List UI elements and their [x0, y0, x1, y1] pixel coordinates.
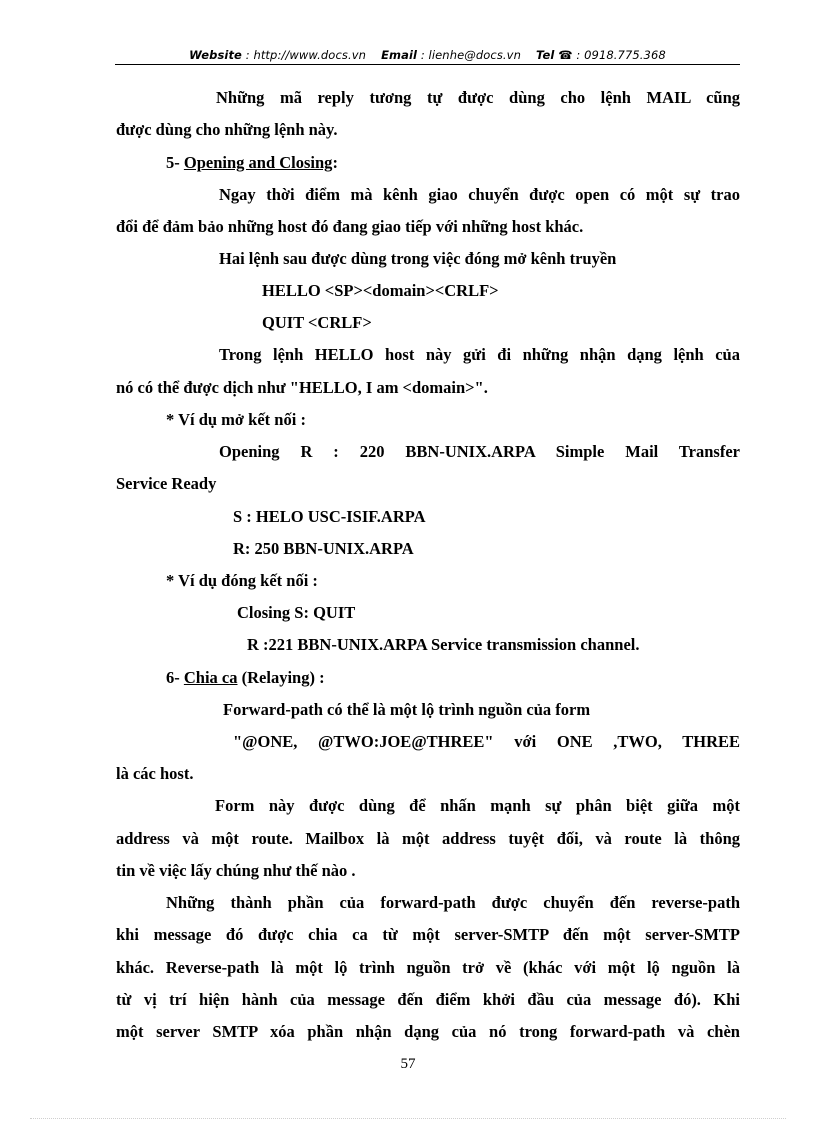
text-line: tin về việc lấy chúng như thế nào .: [116, 861, 356, 880]
code-line: R :221 BBN-UNIX.ARPA Service transmission channel.: [247, 635, 640, 654]
tel-label: Tel: [536, 48, 555, 62]
text-line: Service Ready: [116, 474, 217, 493]
text-line: từ vị trí hiện hành của message đến điểm khởi đầu của message đó). Khi: [116, 990, 740, 1009]
section-colon: :: [332, 153, 338, 172]
section-title: Chia ca: [183, 668, 238, 687]
text-line: một server SMTP xóa phần nhận dạng của nó trong forward-path và chèn: [116, 1022, 740, 1041]
section-heading-5: [166, 153, 338, 173]
section-subtitle: (Relaying) :: [241, 668, 325, 687]
code-line: R: 250 BBN-UNIX.ARPA: [233, 539, 414, 558]
code-line: S : HELO USC-ISIF.ARPA: [233, 507, 426, 526]
code-line: HELLO <SP><domain><CRLF>: [262, 281, 499, 300]
text-line: đổi để đảm bảo những host đó đang giao tiếp với những host khác.: [116, 217, 584, 236]
text-line: "@ONE, @TWO:JOE@THREE" với ONE ,TWO, THREE: [233, 732, 740, 751]
text-line: Trong lệnh HELLO host này gửi đi những nhận dạng lệnh của: [219, 345, 740, 364]
text-line: Những mã reply tương tự được dùng cho lệnh MAIL cũng: [216, 88, 740, 107]
text-line: address và một route. Mailbox là một address tuyệt đối, và route là thông: [116, 829, 740, 848]
page-number: 57: [400, 1056, 416, 1072]
section-heading-6: [166, 668, 325, 688]
text-line: được dùng cho những lệnh này.: [116, 120, 338, 139]
header-divider: [115, 64, 740, 65]
text-line: Opening R : 220 BBN-UNIX.ARPA Simple Mail Transfer: [219, 442, 740, 461]
code-line: Closing S: QUIT: [237, 603, 356, 622]
text-line: Hai lệnh sau được dùng trong việc đóng mở kênh truyền: [219, 249, 617, 268]
section-title: Opening and Closing: [183, 153, 333, 172]
email-address[interactable]: lienhe@docs.vn: [428, 48, 521, 62]
text-line: là các host.: [116, 764, 194, 783]
phone-icon: ☎: [558, 48, 573, 62]
section-number: 6-: [166, 668, 180, 687]
text-line: khác. Reverse-path là một lộ trình nguồn trở về (khác với một lộ nguồn là: [116, 958, 740, 977]
text-line: Forward-path có thể là một lộ trình nguồn của form: [223, 700, 591, 719]
example-heading: * Ví dụ mở kết nối :: [166, 410, 306, 429]
email-label: Email: [381, 48, 418, 62]
page-header: Website : http://www.docs.vn Email : lienhe@docs.vn Tel ☎ : 0918.775.368: [189, 48, 666, 62]
text-line: nó có thể được dịch như "HELLO, I am <domain>".: [116, 378, 488, 397]
text-line: Form này được dùng để nhấn mạnh sự phân biệt giữa một: [215, 796, 740, 815]
text-line: Ngay thời điểm mà kênh giao chuyển được open có một sự trao: [219, 185, 740, 204]
website-url[interactable]: http://www.docs.vn: [253, 48, 367, 62]
code-line: QUIT <CRLF>: [262, 313, 372, 332]
section-number: 5-: [166, 153, 180, 172]
page-bottom-border: [30, 1118, 786, 1119]
example-heading: * Ví dụ đóng kết nối :: [166, 571, 318, 590]
text-line: Những thành phần của forward-path được chuyển đến reverse-path: [166, 893, 740, 912]
phone-number: 0918.775.368: [584, 48, 666, 62]
text-line: khi message đó được chia ca từ một server-SMTP đến một server-SMTP: [116, 925, 740, 944]
website-label: Website: [189, 48, 242, 62]
